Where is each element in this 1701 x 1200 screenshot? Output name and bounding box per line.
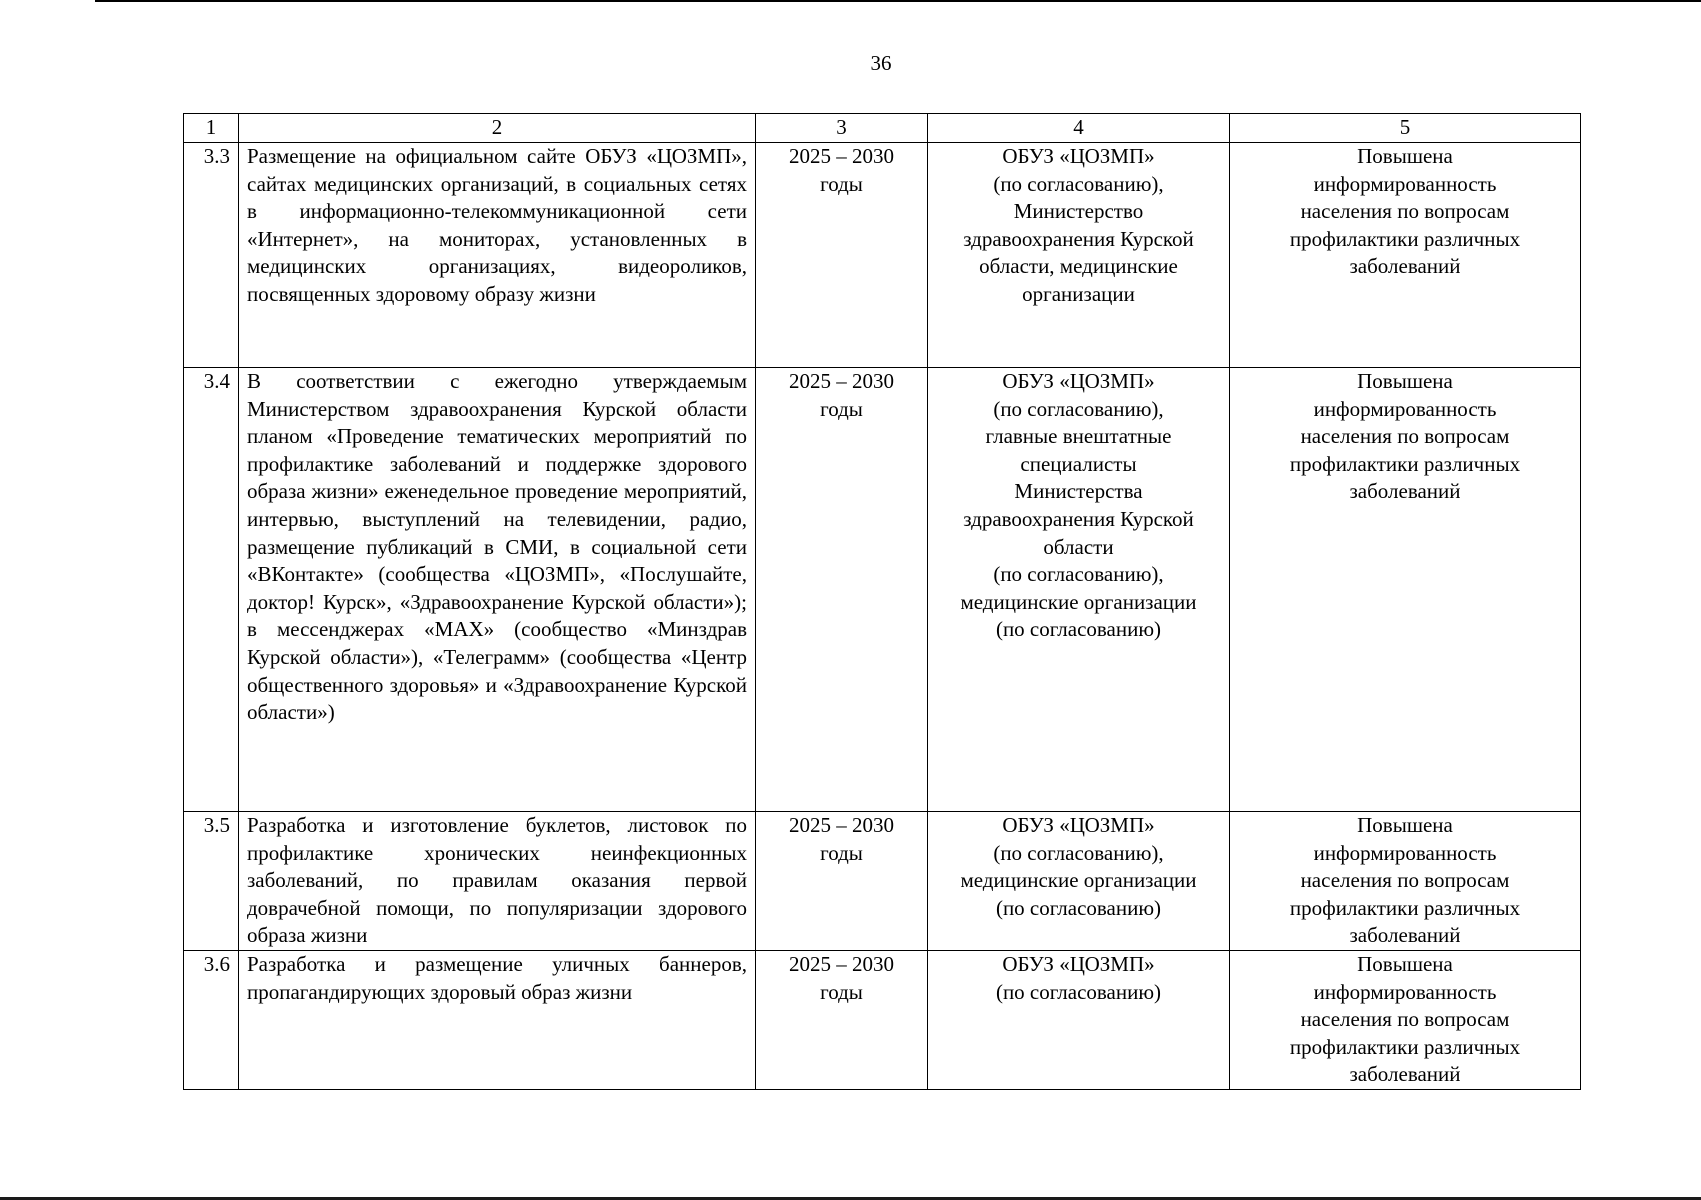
result-line: заболеваний <box>1349 923 1461 948</box>
row-executors <box>928 368 1230 812</box>
executors-line: Министерство <box>1013 199 1144 224</box>
row-number: 3.5 <box>184 812 239 951</box>
period-line: годы <box>820 171 863 196</box>
row-executors <box>928 143 1230 368</box>
executors-line: области, медицинские <box>979 254 1178 279</box>
row-period <box>756 812 928 951</box>
result-line: заболеваний <box>1349 479 1461 504</box>
page-number: 36 <box>870 51 892 75</box>
row-number: 3.4 <box>184 368 239 812</box>
period-line: 2025 – 2030 <box>789 951 894 976</box>
row-period <box>756 950 928 1089</box>
result-line: информированность <box>1313 840 1497 865</box>
executors-line: медицинские организации <box>960 868 1197 893</box>
executors-line: специалисты <box>1020 451 1137 476</box>
result-line: профилактики различных <box>1289 451 1521 476</box>
table-row <box>184 368 1581 812</box>
result-line: информированность <box>1313 979 1497 1004</box>
column-number-3: 3 <box>756 114 928 143</box>
executors-line: ОБУЗ «ЦОЗМП» <box>1002 144 1155 168</box>
period-line: 2025 – 2030 <box>789 369 894 393</box>
row-number: 3.6 <box>184 950 239 1089</box>
row-description: Размещение на официальном сайте ОБУЗ «ЦОЗМП», сайтах медицинских организаций, в социальных сетях в информационно-телекоммуникационной сети «Интернет», на мониторах, установленных в медицинских организациях, видеороликов, посвященных здоровому образу жизни <box>239 143 756 368</box>
executors-line: (по согласованию), <box>993 171 1164 196</box>
executors-line: главные внештатные <box>985 424 1172 449</box>
result-line: заболеваний <box>1349 1062 1461 1087</box>
period-line: 2025 – 2030 <box>789 144 894 168</box>
period-line: годы <box>820 979 863 1004</box>
result-line: профилактики различных <box>1289 895 1521 920</box>
executors-line: здравоохранения Курской <box>963 226 1194 251</box>
row-period <box>756 368 928 812</box>
result-line: информированность <box>1313 396 1497 421</box>
row-result <box>1230 143 1581 368</box>
executors-line: Министерства <box>1014 479 1143 504</box>
row-result <box>1230 812 1581 951</box>
executors-line: ОБУЗ «ЦОЗМП» <box>1002 813 1155 837</box>
executors-line: (по согласованию), <box>993 562 1164 587</box>
table-header-row <box>184 114 1581 143</box>
column-number-1: 1 <box>184 114 239 143</box>
result-line: Повышена <box>1357 813 1453 837</box>
result-line: заболеваний <box>1349 254 1461 279</box>
table-row <box>184 143 1581 368</box>
executors-line: (по согласованию), <box>993 396 1164 421</box>
scan-border-top <box>95 0 1701 2</box>
column-number-5: 5 <box>1230 114 1581 143</box>
executors-line: области <box>1043 534 1114 559</box>
row-executors <box>928 950 1230 1089</box>
row-executors <box>928 812 1230 951</box>
result-line: Повышена <box>1357 951 1453 976</box>
executors-line: организации <box>1022 281 1135 306</box>
result-line: населения по вопросам <box>1300 868 1510 893</box>
result-line: профилактики различных <box>1289 226 1521 251</box>
executors-line: медицинские организации <box>960 589 1197 614</box>
result-line: информированность <box>1313 171 1497 196</box>
row-description: Разработка и размещение уличных баннеров, пропагандирующих здоровый образ жизни <box>239 950 756 1089</box>
column-number-4: 4 <box>928 114 1230 143</box>
executors-line: (по согласованию) <box>995 979 1162 1004</box>
executors-line: (по согласованию) <box>995 617 1162 642</box>
period-line: годы <box>820 840 863 865</box>
result-line: населения по вопросам <box>1300 424 1510 449</box>
result-line: Повышена <box>1357 369 1453 393</box>
period-line: 2025 – 2030 <box>789 813 894 837</box>
row-period <box>756 143 928 368</box>
row-description: В соответствии с ежегодно утверждаемым Министерством здравоохранения Курской области планом «Проведение тематических мероприятий по профилактике заболеваний и поддержке здорового образа жизни» еженедельное проведение мероприятий, интервью, выступлений на телевидении, радио, размещение публикаций в СМИ, в социальной сети «ВКонтакте» (сообщества «ЦОЗМП», «Послушайте, доктор! Курск», «Здравоохранение Курской области»); в мессенджерах «MAX» (сообщество «Минздрав Курской области»), «Телеграмм» (сообщества «Центр общественного здоровья» и «Здравоохранение Курской области») <box>239 368 756 812</box>
period-line: годы <box>820 396 863 421</box>
table-row <box>184 950 1581 1089</box>
row-result <box>1230 368 1581 812</box>
row-result <box>1230 950 1581 1089</box>
result-line: Повышена <box>1357 144 1453 168</box>
result-line: населения по вопросам <box>1300 199 1510 224</box>
plan-table <box>183 113 1581 1090</box>
result-line: населения по вопросам <box>1300 1007 1510 1032</box>
result-line: профилактики различных <box>1289 1034 1521 1059</box>
executors-line: (по согласованию), <box>993 840 1164 865</box>
executors-line: здравоохранения Курской <box>963 506 1194 531</box>
executors-line: ОБУЗ «ЦОЗМП» <box>1002 951 1155 976</box>
executors-line: (по согласованию) <box>995 895 1162 920</box>
row-number: 3.3 <box>184 143 239 368</box>
column-number-2: 2 <box>239 114 756 143</box>
table-row <box>184 812 1581 951</box>
row-description: Разработка и изготовление буклетов, листовок по профилактике хронических неинфекционных заболеваний, по правилам оказания первой доврачебной помощи, по популяризации здорового образа жизни <box>239 812 756 951</box>
executors-line: ОБУЗ «ЦОЗМП» <box>1002 369 1155 393</box>
